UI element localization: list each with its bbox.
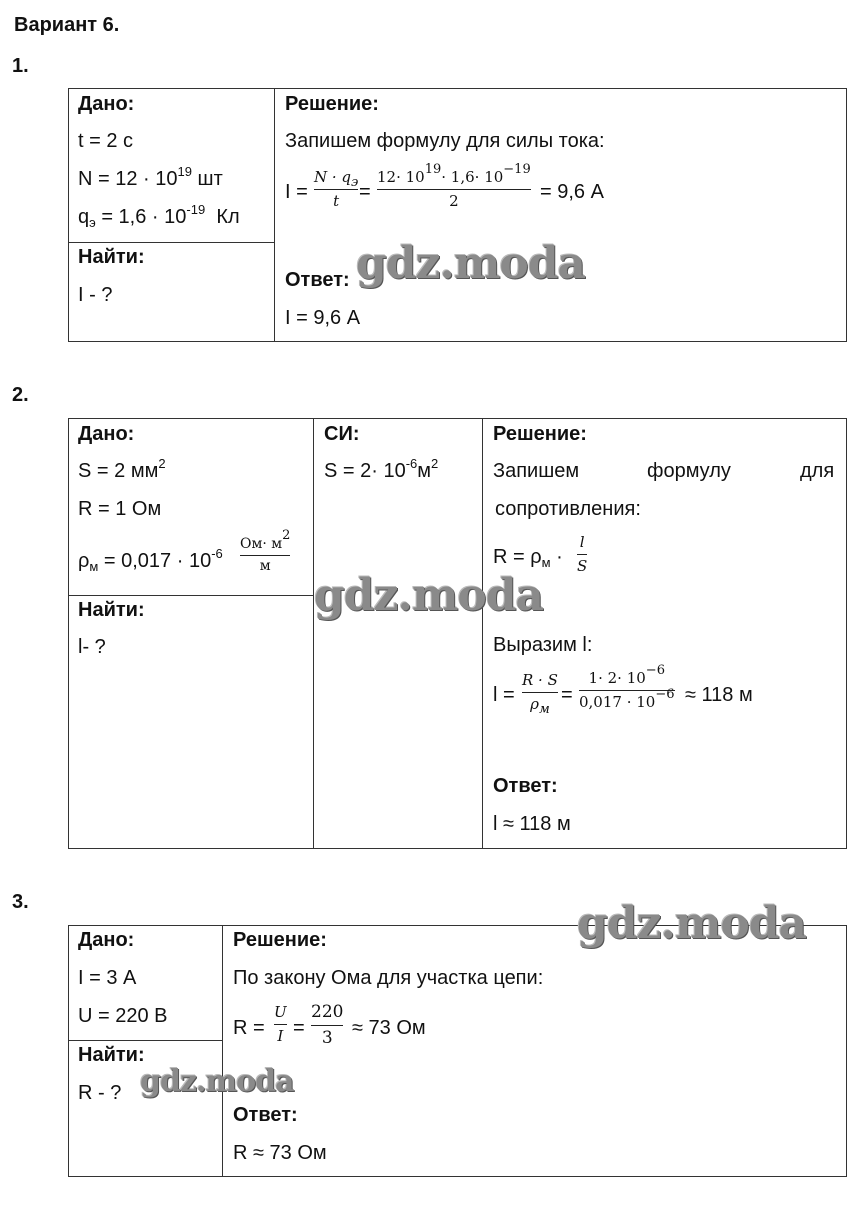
problem-2-given-r: R = 1 Ом bbox=[78, 498, 162, 520]
watermark: gdz.moda bbox=[140, 1064, 294, 1099]
problem-1-given-label: Дано: bbox=[78, 93, 135, 115]
problem-2-solution-word-3: для bbox=[800, 460, 835, 482]
problem-3-solution-text: По закону Ома для участка цепи: bbox=[233, 967, 544, 989]
problem-1-formula-left: I = bbox=[285, 181, 308, 203]
problem-2-express-text: Выразим l: bbox=[493, 634, 593, 656]
problem-1-given-divider bbox=[68, 242, 275, 243]
problem-2-formula-1-left: $R = \rho_м$ · bbox=[493, 546, 563, 570]
problem-1-fraction-1: $N \cdot q_э$ t bbox=[314, 168, 359, 210]
problem-1-given-n: $N = 12 \cdot 10^{19}$ шт bbox=[78, 164, 223, 190]
problem-1-answer: I = 9,6 А bbox=[285, 307, 361, 329]
problem-1-number: 1. bbox=[12, 55, 29, 77]
problem-2-formula-2-fraction-1: R · S $\rho_м$ bbox=[522, 671, 558, 717]
problem-2-solution-label: Решение: bbox=[493, 423, 587, 445]
problem-2-formula-2-left: l = bbox=[493, 684, 515, 706]
problem-2-si-label: СИ: bbox=[324, 423, 360, 445]
problem-3-divider bbox=[222, 925, 223, 1177]
problem-3-number: 3. bbox=[12, 891, 29, 913]
problem-3-given-label: Дано: bbox=[78, 929, 135, 951]
problem-2-given-label: Дано: bbox=[78, 423, 135, 445]
problem-3-formula-left: R = bbox=[233, 1017, 265, 1039]
problem-2-given-rho: $\rho_м = 0,017 \cdot 10^{-6}$ bbox=[78, 546, 223, 574]
problem-2-si-s: $S = 2\cdot 10^{-6}м^2$ bbox=[324, 456, 439, 482]
problem-3-table bbox=[68, 925, 847, 1177]
problem-1-solution-text: Запишем формулу для силы тока: bbox=[285, 130, 605, 152]
problem-3-given-i: I = 3 А bbox=[78, 967, 137, 989]
problem-1-formula-result: = 9,6 А bbox=[540, 181, 604, 203]
problem-1-solution-label: Решение: bbox=[285, 93, 379, 115]
problem-2-solution-line-2: сопротивления: bbox=[495, 498, 641, 520]
problem-1-answer-label: Ответ: bbox=[285, 269, 350, 291]
problem-2-find: l- ? bbox=[78, 636, 106, 658]
problem-3-given-divider bbox=[68, 1040, 223, 1041]
problem-3-answer: R ≈ 73 Ом bbox=[233, 1142, 327, 1164]
problem-2-solution-word-2: формулу bbox=[647, 460, 731, 482]
problem-2-given-s: S = 2 $мм^2$ bbox=[78, 456, 166, 482]
problem-1-given-t: t = 2 с bbox=[78, 130, 134, 152]
problem-2-formula-2-fraction-2: $1\cdot 2\cdot 10^{-6}$ $0,017 \cdot 10^{-6}$ bbox=[579, 663, 675, 711]
problem-3-fraction-2: 220 3 bbox=[311, 1002, 344, 1048]
problem-3-find-label: Найти: bbox=[78, 1044, 145, 1066]
problem-2-table bbox=[68, 418, 847, 849]
problem-3-solution-label: Решение: bbox=[233, 929, 327, 951]
problem-3-formula-eq: = bbox=[293, 1017, 305, 1039]
watermark: gdz.moda bbox=[356, 238, 586, 289]
problem-1-find-label: Найти: bbox=[78, 246, 145, 268]
problem-2-given-divider bbox=[68, 595, 314, 596]
problem-3-fraction-1: U I bbox=[274, 1003, 287, 1045]
problem-2-answer-label: Ответ: bbox=[493, 775, 558, 797]
problem-3-find: R - ? bbox=[78, 1082, 122, 1104]
problem-3-given-u: U = 220 В bbox=[78, 1005, 168, 1027]
problem-2-solution-word-1: Запишем bbox=[493, 460, 580, 482]
problem-2-number: 2. bbox=[12, 384, 29, 406]
problem-2-formula-2-eq: = bbox=[561, 684, 573, 706]
problem-2-divider-2 bbox=[482, 418, 483, 849]
problem-2-formula-1-fraction: l S bbox=[577, 533, 588, 575]
problem-1-find: I - ? bbox=[78, 284, 113, 306]
watermark: gdz.moda bbox=[577, 898, 807, 949]
problem-2-find-label: Найти: bbox=[78, 599, 145, 621]
problem-2-answer: l ≈ 118 м bbox=[493, 813, 571, 835]
problem-1-formula-eq: = bbox=[359, 181, 371, 203]
problem-1-given-q: $q_э = 1,6 \cdot 10^{-19}$ Кл bbox=[78, 202, 240, 230]
problem-2-divider-1 bbox=[313, 418, 314, 849]
problem-1-fraction-2: $12\cdot 10^{19}\cdot 1,6\cdot 10^{-19}$ 2 bbox=[377, 162, 531, 210]
problem-2-rho-unit: $Ом\cdot м^2$ м bbox=[240, 528, 291, 575]
watermark: gdz.moda bbox=[314, 570, 544, 621]
problem-1-divider bbox=[274, 88, 275, 342]
problem-3-formula-result: ≈ 73 Ом bbox=[352, 1017, 426, 1039]
page-title: Вариант 6. bbox=[14, 14, 120, 36]
problem-2-formula-2-result: ≈ 118 м bbox=[685, 684, 753, 706]
problem-3-answer-label: Ответ: bbox=[233, 1104, 298, 1126]
